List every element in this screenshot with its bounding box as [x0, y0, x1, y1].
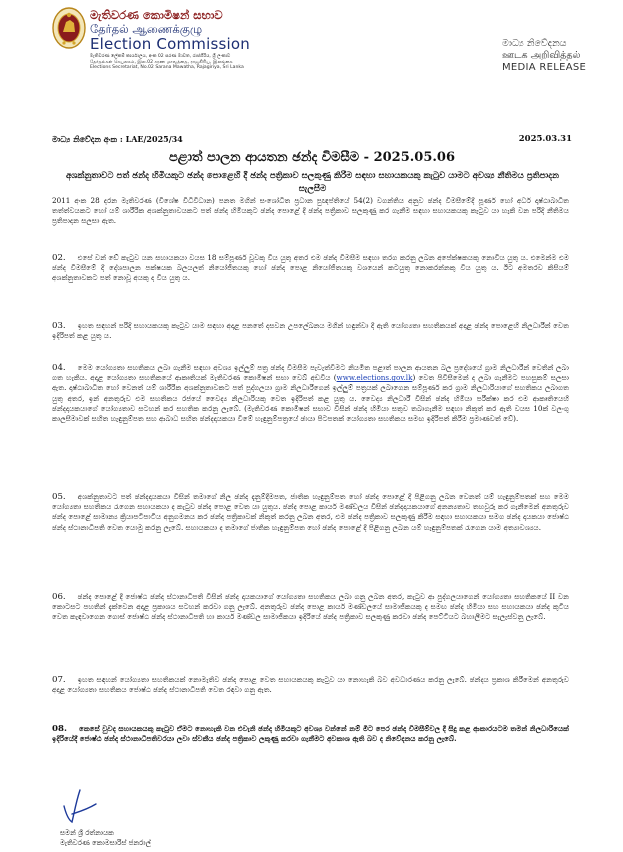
release-label-tamil: ஊடக அறிவித்தல் [502, 50, 581, 61]
commission-name-english: Election Commission [90, 35, 250, 53]
paragraph-number: 05. [52, 492, 66, 502]
paragraph-07 [52, 675, 569, 695]
signatory-name: සමන් ශ්‍රී රත්නායක [60, 829, 114, 837]
paragraph-text: ඉහත සඳහන් පරිදි සහායකයකු කැටුව යාම සඳහා අදාළ පනතේ දසවන උපලේඛනය මගින් හඳුන්වා දී ඇති යෝග්‍යතා සහතිකයක් අදාළ ඡන්ද පොළෙහි නිලධාරීන් වෙත ඉදිරිපත් කළ යුතු ය. [52, 321, 569, 341]
signatory-block [60, 828, 151, 848]
commission-name-sinhala: මැතිවරණ කොමිෂන් සභාව [90, 8, 223, 22]
paragraph-02 [52, 253, 569, 284]
release-number: මාධ්‍ය නිවේදන අංක : LAE/2025/34 [52, 134, 183, 144]
paragraph-text-part1: මෙම යෝග්‍යතා සහතිකය ලබා ගැනීම සඳහා අවශ්‍ය ඉල්ලුම් පත්‍ර ඡන්ද විමසීම පැවැත්වීමට නියමිත පළාත් පාලන ආයතන බල ප්‍රදේශයේ ග්‍රාම නිලධාරීන් වෙතින් ලබා ගත හැකිය. අදාළ යෝග්‍යතා සහතිකයේ ආකෘතියක් මැතිවරණ කොමිෂන් සභා වෙබ් අඩවිය ( [52, 363, 569, 383]
paragraph-08 [52, 724, 569, 744]
address-english: Elections Secretariat, No.02 Sarana Mawatha, Rajagiriya, Sri Lanka [90, 65, 244, 71]
document-subtitle: අශක්නුතාවට පත් ඡන්ද හිමියකුට ඡන්ද පොළෙහි දී ඡන්ද පත්‍රිකාව සලකුණු කිරීම සඳහා සහායකයකු කැටුව යාමට අවශ්‍ය නීතිමය ප්‍රතිපාදන සැලසීම [65, 171, 560, 194]
paragraph-number: 08. [52, 724, 67, 734]
paragraph-text: අශක්නුතාවට පත් ඡන්දදායකයා විසින් තමාගේ නිල ඡන්ද දැනුම්දීමපත, ජාතික හැඳුනුම්පත හෝ ඡන්ද පොළේ දී පිළිගනු ලබන වෙනත් යම් හැඳුනුම්පතක් සහ මෙම යෝග්‍යතා සහතිකය රැගෙන සහායකයා ද කැටුව ඡන්ද පොළ වෙත යා යුතුය. ඡන්ද පොළ කාර්ය මණ්ඩලය විසින් ඡන්දදායකයාගේ අනන්‍යතාව තහවුරු කර ගැනීමෙන් අනතුරුව ඡන්ද පොළේ සාමාන්‍ය ක්‍රියාපටිපාටිය අනුගමනය කර ඡන්ද පත්‍රිකාවක් නිකුත් කරනු ලබන අතර, එම ඡන්ද පත්‍රිකාව සලකුණු කිරීම සඳහා සහායකයා සමග ඡන්ද දායකයා ජොෂ්ඨ ඡන්ද ස්ථානාධිපති වෙත යොමු කරනු ලැබේ. සහායකයා ද තමාගේ ජාතික හැඳුනුම්පත හෝ ඡන්ද පොළේ දී පිළිගනු ලබන යම් හැඳුනුම්පතක් රැගෙන යාම අත්‍යාවශ්‍යය. [52, 492, 569, 532]
paragraph-text: කෙසේ වුවද සහායකයකු කැටුව ඒමට නොහැකි වන එවැනි ඡන්ද හිමියකුට අවශ්‍ය වන්නේ නම් මීට පෙර ඡන්ද විමසීම්වල දී සිදු කළ ආකාරයටම තමන් නිලධාරියෙක් ඉදිරියේදී ජොෂ්ඨ ඡන්ද ස්ථානාධිපතිවරයා ලවා ස්වකීය ඡන්ද පත්‍රිකාව ලකුණු කරවා ගැනීමට අවකාශ ඇති බව ද නිවේදනය කරනු ලැබේ. [52, 724, 569, 744]
commission-name-tamil: தேர்தல் ஆணைக்குழு [90, 22, 203, 36]
paragraph-number: 03. [52, 321, 66, 331]
paragraph-text: 2011 අංක 28 දරන මැතිවරණ (විශේෂ විධිවිධාන) පනත මගින් සංශෝධිත ප්‍රධාන පුඥප්තියේ 54(2) වගන්තිය අනුව ඡන්ද විමසීමේදී පූර්ණ හෝ අර්ධ දෘෂ්ඨාබාධිත තත්ත්වයකට හෝ යම් ශාරීරික අශක්නුතාවයකට පත් ඡන්ද හිමියකුට ඡන්ද පොළේ දී ඡන්ද පත්‍රිකාව සලකුණු කර ගැනීම සඳහා සහායකයකු කැටුව යා හැකි වන පරිදි නීතිමය ප්‍රතිපාදන සලසා ඇත. [52, 196, 569, 226]
paragraph-number: 06. [52, 592, 66, 602]
address-sinhala: මැතිවරණ ලේකම් කාර්යාලය, අංක 02 සරණ මාවත, රාජගිරිය, ශ්‍රී ලංකාව [90, 54, 231, 59]
commission-header [90, 8, 280, 71]
paragraph-number: 07. [52, 675, 66, 685]
paragraph-text: එසේ වන් ඩේ කැටුව යන සහායකයා වයස 18 සම්පූර්ණ වූවකු විය යුතු අතර එම ඡන්ද විමසීම සඳහා තරග කරනු ලබන අපේක්ෂකයකු නොවිය යුතු ය. එමෙන්ම එම ඡන්ද විමසීමේ දී දේශපාලන පක්ෂයක බලයලත් නියෝජිතයකු හෝ ඡන්ද පොළ නියෝජිතයකු වශයෙන් කටයුතු නොකරන්නකු විය යුතු ය. ඊට අමතරව කිසියම් අශක්නුතාවකට පත් නොවූ අයකු ද විය යුතු ය. [52, 253, 569, 283]
paragraph-text: ඉහත සඳහන් යෝග්‍යතා සහතිකයක් නොමැතිව ඡන්ද පොළ වෙත සහායකයකු කැටුව යා නොහැකි බව අවධාරණය කරනු ලැබේ. ඡන්දය ප්‍රකාශ කිරීමෙන් අනතුරුව අදාළ යෝග්‍යතා සහතිකය ජොෂ්ඨ ඡන්ද ස්ථානාධිපති වෙත රඳවා ගනු ඇත. [52, 675, 569, 695]
handwritten-signature [60, 784, 100, 828]
address-tamil: தேர்தல்கள் செயலகம், இல.02 சரண மாவத்தை, ராஜகிரிய, இலங்கை [90, 59, 233, 65]
paragraph-text: ඡන්ද පොළේ දී ජොෂ්ඨ ඡන්ද ස්ථානාධිපති විසින් ඡන්ද දායකයාගේ යෝග්‍යතා සහතිකය ලබා ගනු ලබන අතර, කැටුව ආ පුද්ගලයාගෙන් යෝග්‍යතා සහතිකයේ II වන කොටසට පහතින් දැක්වෙන අදාළ ප්‍රකාශය සටහන් කරවා ගනු ලැබේ. අනතුරුව ඡන්ද පොළ කාර්ය මණ්ඩලයේ සාමාජිකයකු ද සමඟ ඡන්ද හිමියා සහ සහායකයා ඡන්ද කුටිය වෙත කැඳවාගෙන ගොස් ජොෂ්ඨ ඡන්ද ස්ථානාධිපති හා කාර්ය මණ්ඩල සාමාජිකයා ඉදිරියේ ඡන්ද පත්‍රිකාව සලකුණු කරවා ඡන්ද පෙට්ටියට බහාලීමට සැලැස්වනු ලැබේ. [52, 592, 569, 622]
paragraph-intro [52, 196, 569, 227]
release-label-sinhala: මාධ්‍ය නිවේදනය [502, 38, 567, 49]
release-date: 2025.03.31 [518, 134, 572, 144]
paragraph-03 [52, 321, 569, 341]
sri-lanka-emblem-icon [52, 6, 86, 50]
address-block [90, 54, 290, 71]
reference-line [52, 134, 572, 148]
signatory-title: මැතිවරණ කොමසාරිස් ජනරාල් [60, 839, 151, 847]
media-release-label [502, 38, 612, 74]
document-title: පළාත් පාලන ආයතන ඡන්ද විමසීම - 2025.05.06 [168, 150, 456, 165]
elections-website-link[interactable]: www.elections.gov.lk [336, 373, 413, 383]
paragraph-number: 02. [52, 253, 66, 263]
paragraph-06 [52, 592, 569, 623]
paragraph-number: 04. [52, 363, 66, 373]
release-label-english: MEDIA RELEASE [502, 62, 587, 73]
paragraph-05 [52, 492, 569, 533]
paragraph-text-part2: ) වෙත පිවිසීමෙන් ද ලබා ගැනීමට පහසුකම් සලසා ඇත. දෘෂ්ඨාබාධිත හෝ වෙනත් යම් ශාරීරික අශක්නුතාවකට පත් පුද්ගලයා ග්‍රාම නිලධාරීගෙන් ඉල්ලුම් පත්‍රයක් ලබාගෙන සම්පූර්ණ කර ග්‍රාම නිලධාරියාගේ සහතිකය ලබාගත යුතු අතර, ඉන් අනතුරුව එම සහතිකය රජයේ වෛද්‍ය නිලධාරියකු වෙත ඉදිරිපත් කළ යුතු ය. වෛද්‍ය නිලධාරී විසින් ඡන්ද හිමියා පරීක්ෂා කර එම ආකෘතියෙහි ඡන්දදායකයාගේ යෝග්‍යතාව සටහන් කර සහතික කරනු ලැබේ. (මැතිවරණ කොමිෂන් සභාව විසින් ඡන්ද හිමියා සතුව තබාගැනීම සඳහා නිකුත් කර ඇති වයස 10ක් වලංගු කාලසීමාවක් සහිත හැඳුනුම්පත සහ ආබාධ සහිත ඡන්දදායකයා වීමේ හැඳුනුම්පත්‍රයේ ඡායා පිටපතක් යෝග්‍යතා සහතිකය සමඟ ඉදිරිපත් කිරීම ප්‍රමාණවත් වේ). [52, 373, 569, 424]
paragraph-04 [52, 363, 569, 424]
